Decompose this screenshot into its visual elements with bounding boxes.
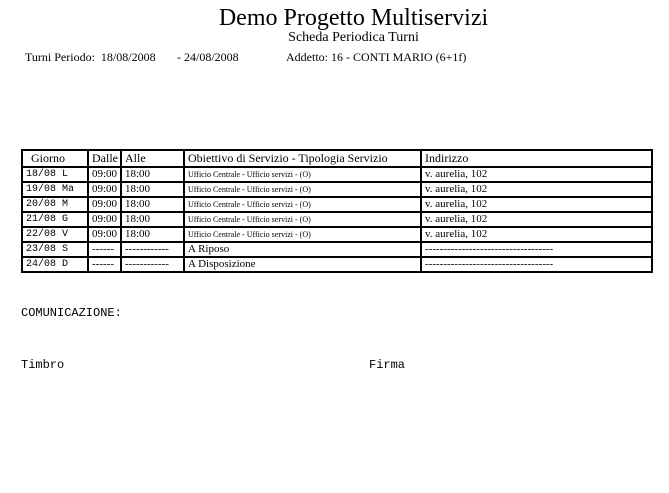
cell-indirizzo: ----------------------------------- xyxy=(421,242,652,257)
cell-obiettivo: Ufficio Centrale - Ufficio servizi - (O) xyxy=(184,212,421,227)
cell-alle: 18:00 xyxy=(121,182,184,197)
cell-alle: ------------ xyxy=(121,242,184,257)
cell-indirizzo: v. aurelia, 102 xyxy=(421,197,652,212)
cell-dalle: 09:00 xyxy=(88,167,121,182)
cell-dalle: 09:00 xyxy=(88,182,121,197)
cell-giorno: 21/08 G xyxy=(22,212,88,227)
table-row xyxy=(22,167,652,182)
firma-label: Firma xyxy=(369,358,406,372)
cell-obiettivo: Ufficio Centrale - Ufficio servizi - (O) xyxy=(184,227,421,242)
cell-alle: 18:00 xyxy=(121,197,184,212)
cell-obiettivo: A Riposo xyxy=(184,242,421,257)
cell-indirizzo: ----------------------------------- xyxy=(421,257,652,272)
cell-giorno: 24/08 D xyxy=(22,257,88,272)
cell-obiettivo: Ufficio Centrale - Ufficio servizi - (O) xyxy=(184,197,421,212)
cell-indirizzo: v. aurelia, 102 xyxy=(421,212,652,227)
column-header-dalle: Dalle xyxy=(88,150,121,167)
cell-dalle: 09:00 xyxy=(88,227,121,242)
addetto-label: Addetto: 16 - CONTI MARIO (6+1f) xyxy=(286,50,467,64)
period-start: Turni Periodo: 18/08/2008 xyxy=(25,50,156,64)
table-row xyxy=(22,227,652,242)
cell-dalle: 09:00 xyxy=(88,212,121,227)
column-header-giorno: Giorno xyxy=(22,150,88,167)
cell-giorno: 22/08 V xyxy=(22,227,88,242)
cell-obiettivo: Ufficio Centrale - Ufficio servizi - (O) xyxy=(184,182,421,197)
shifts-table xyxy=(21,149,653,273)
cell-giorno: 19/08 Ma xyxy=(22,182,88,197)
cell-giorno: 23/08 S xyxy=(22,242,88,257)
table-row xyxy=(22,182,652,197)
period-end: - 24/08/2008 xyxy=(177,50,239,64)
cell-indirizzo: v. aurelia, 102 xyxy=(421,167,652,182)
cell-indirizzo: v. aurelia, 102 xyxy=(421,182,652,197)
cell-alle: 18:00 xyxy=(121,227,184,242)
document-title: Demo Progetto Multiservizi xyxy=(218,5,489,31)
cell-obiettivo: A Disposizione xyxy=(184,257,421,272)
table-header-row xyxy=(22,150,652,167)
document-subtitle: Scheda Periodica Turni xyxy=(288,30,419,45)
cell-indirizzo: v. aurelia, 102 xyxy=(421,227,652,242)
cell-dalle: ------ xyxy=(88,242,121,257)
table-row xyxy=(22,242,652,257)
cell-alle: ------------ xyxy=(121,257,184,272)
table-row xyxy=(22,257,652,272)
column-header-indirizzo: Indirizzo xyxy=(421,150,652,167)
column-header-alle: Alle xyxy=(121,150,184,167)
timbro-label: Timbro xyxy=(21,358,65,372)
table-row xyxy=(22,197,652,212)
column-header-obiettivo: Obiettivo di Servizio - Tipologia Servizio xyxy=(184,150,421,167)
cell-dalle: 09:00 xyxy=(88,197,121,212)
comunicazione-label: COMUNICAZIONE: xyxy=(21,306,122,320)
cell-giorno: 18/08 L xyxy=(22,167,88,182)
cell-obiettivo: Ufficio Centrale - Ufficio servizi - (O) xyxy=(184,167,421,182)
cell-dalle: ------ xyxy=(88,257,121,272)
table-row xyxy=(22,212,652,227)
cell-giorno: 20/08 M xyxy=(22,197,88,212)
cell-alle: 18:00 xyxy=(121,212,184,227)
cell-alle: 18:00 xyxy=(121,167,184,182)
